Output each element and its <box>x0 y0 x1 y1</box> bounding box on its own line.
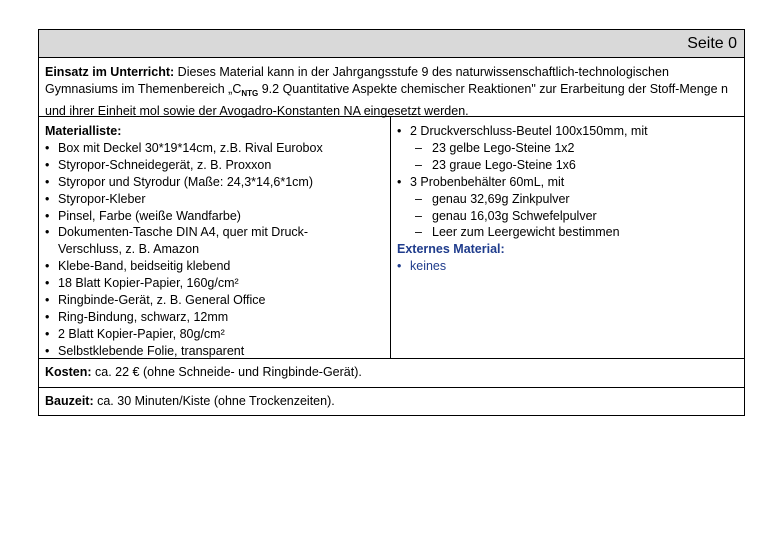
list-item: • Styropor-Kleber <box>45 191 390 208</box>
external-material-heading: Externes Material: <box>397 242 505 257</box>
sub-list-item: – 23 gelbe Lego-Steine 1x2 <box>397 140 744 157</box>
build-time-section <box>39 388 744 408</box>
card-header <box>39 30 744 58</box>
list-item: • Dokumenten-Tasche DIN A4, quer mit Druck-Verschluss, z. B. Amazon <box>45 224 348 258</box>
sub-list-item: – genau 32,69g Zinkpulver <box>397 191 744 208</box>
sub-list-item: – genau 16,03g Schwefelpulver <box>397 208 744 225</box>
materials-list <box>45 140 390 360</box>
sub-list-item: – Leer zum Leergewicht bestimmen <box>397 224 744 241</box>
intro-text-part1: Dieses Material kann in der Jahrgangsstufe 9 des naturwissenschaftlich-technologischen Gymnasiums im Themenbereich „C <box>45 65 669 97</box>
materials-right-column <box>391 117 744 358</box>
list-item: • 2 Blatt Kopier-Papier, 80g/cm² <box>45 326 390 343</box>
list-item: • Ring-Bindung, schwarz, 12mm <box>45 309 390 326</box>
external-material-list <box>397 258 744 275</box>
page-number: Seite 0 <box>687 35 737 52</box>
intro-label: Einsatz im Unterricht: <box>45 65 175 79</box>
intro-text-part2: 9.2 Quantitative Aspekte chemischer Reaktionen" zur Erarbeitung der Stoff-Menge n und ihrer Einheit mol sowie der Avogadro-Konstanten NA eingesetzt werden. <box>45 82 728 118</box>
list-item: • Styropor und Styrodur (Maße: 24,3*14,6*1cm) <box>45 174 390 191</box>
build-time-text: ca. 30 Minuten/Kiste (ohne Trockenzeiten). <box>93 394 335 408</box>
list-item: • Styropor-Schneidegerät, z. B. Proxxon <box>45 157 390 174</box>
cost-text: ca. 22 € (ohne Schneide- und Ringbinde-Gerät). <box>91 365 362 379</box>
materials-left-column <box>39 117 391 358</box>
list-item: • Box mit Deckel 30*19*14cm, z.B. Rival Eurobox <box>45 140 390 157</box>
list-item: • Selbstklebende Folie, transparent <box>45 343 390 360</box>
intro-subscript: NTG <box>241 89 259 99</box>
build-time-label: Bauzeit: <box>45 394 94 408</box>
list-item: • 3 Probenbehälter 60mL, mit <box>397 174 744 191</box>
list-item: • Ringbinde-Gerät, z. B. General Office <box>45 292 390 309</box>
cost-label: Kosten: <box>45 365 92 379</box>
list-item: • Klebe-Band, beidseitig klebend <box>45 258 390 275</box>
materials-heading: Materialliste: <box>45 124 122 138</box>
material-card <box>38 29 745 416</box>
materials-section <box>39 117 744 359</box>
cost-section <box>39 359 744 388</box>
list-item: • 18 Blatt Kopier-Papier, 160g/cm² <box>45 275 390 292</box>
intro-section <box>39 58 744 117</box>
list-item: • Pinsel, Farbe (weiße Wandfarbe) <box>45 208 390 225</box>
materials-list-right <box>397 123 744 241</box>
list-item: • 2 Druckverschluss-Beutel 100x150mm, mit <box>397 123 744 140</box>
sub-list-item: – 23 graue Lego-Steine 1x6 <box>397 157 744 174</box>
list-item: • keines <box>397 258 744 275</box>
